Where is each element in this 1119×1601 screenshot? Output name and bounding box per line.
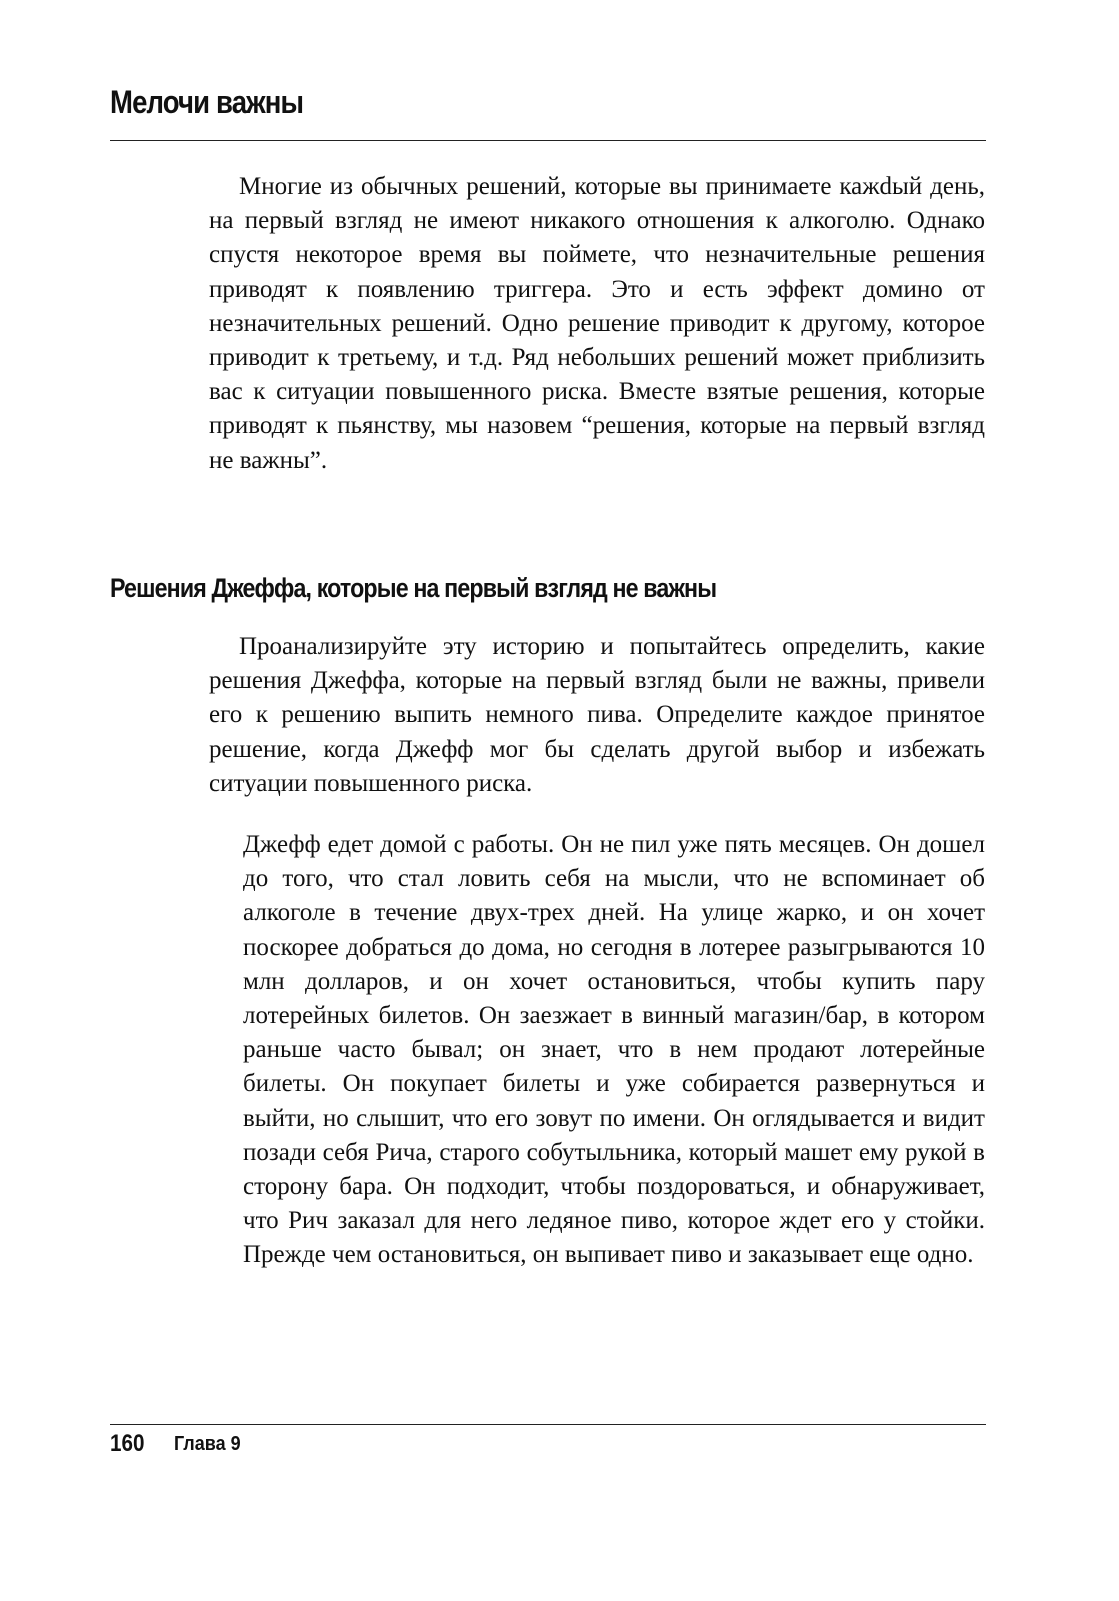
page-number: 160 xyxy=(110,1430,145,1457)
top-rule xyxy=(110,140,986,141)
story-paragraph: Джефф едет домой с работы. Он не пил уже пять месяцев. Он дошел до того, что стал ловить себя на мысли, что не вспоминает об алкоголе в течение двух-трех дней. На улице жарко, и он хочет поскорее добраться до дома, но сегодня в лотерее разыгрываются 10 млн долларов, и он хочет остановиться, чтобы купить пару лотерейных билетов. Он заезжает в винный магазин/бар, в котором раньше часто бывал; он знает, что в нем продают лотерейные билеты. Он покупает билеты и уже собирается развернуться и выйти, но слышит, что его зовут по имени. Он оглядывается и видит позади себя Рича, старого собутыльника, который машет ему рукой в сторону бара. Он подходит, чтобы поздороваться, и обнаруживает, что Рич заказал для него ледяное пиво, которое ждет его у стойки. Прежде чем остановиться, он выпивает пиво и заказывает еще одно. xyxy=(243,831,985,1269)
bottom-rule xyxy=(110,1424,986,1425)
page-footer xyxy=(110,1430,241,1458)
chapter-label: Глава 9 xyxy=(174,1433,241,1455)
instruction-paragraph: Проанализируйте эту историю и попытайтесь определить, какие решения Джеффа, которые на первый взгляд были не важны, привели его к решению выпить немного пива. Определите каждое принятое решение, когда Джефф мог бы сделать другой выбор и избежать ситуации повышенного риска. xyxy=(209,633,985,797)
subsection-title: Решения Джеффа, которые на первый взгляд не важны xyxy=(110,573,717,603)
section-title: Мелочи важны xyxy=(110,84,304,120)
intro-paragraph: Многие из обычных решений, которые вы принимаете кажdый день, на первый взгляд не имеют никакого отношения к алкоголю. Однако спустя некоторое время вы поймете, что незначительные решения приводят к появлению триггера. Это и есть эффект домино от незначительных решений. Одно решение приводит к другому, которое приводит к третьему, и т.д. Ряд небольших решений может приблизить вас к ситуации повышенного риска. Вместе взятые решения, которые приводят к пьянству, мы назовем “решения, которые на первый взгляд не важны”. xyxy=(209,173,985,474)
